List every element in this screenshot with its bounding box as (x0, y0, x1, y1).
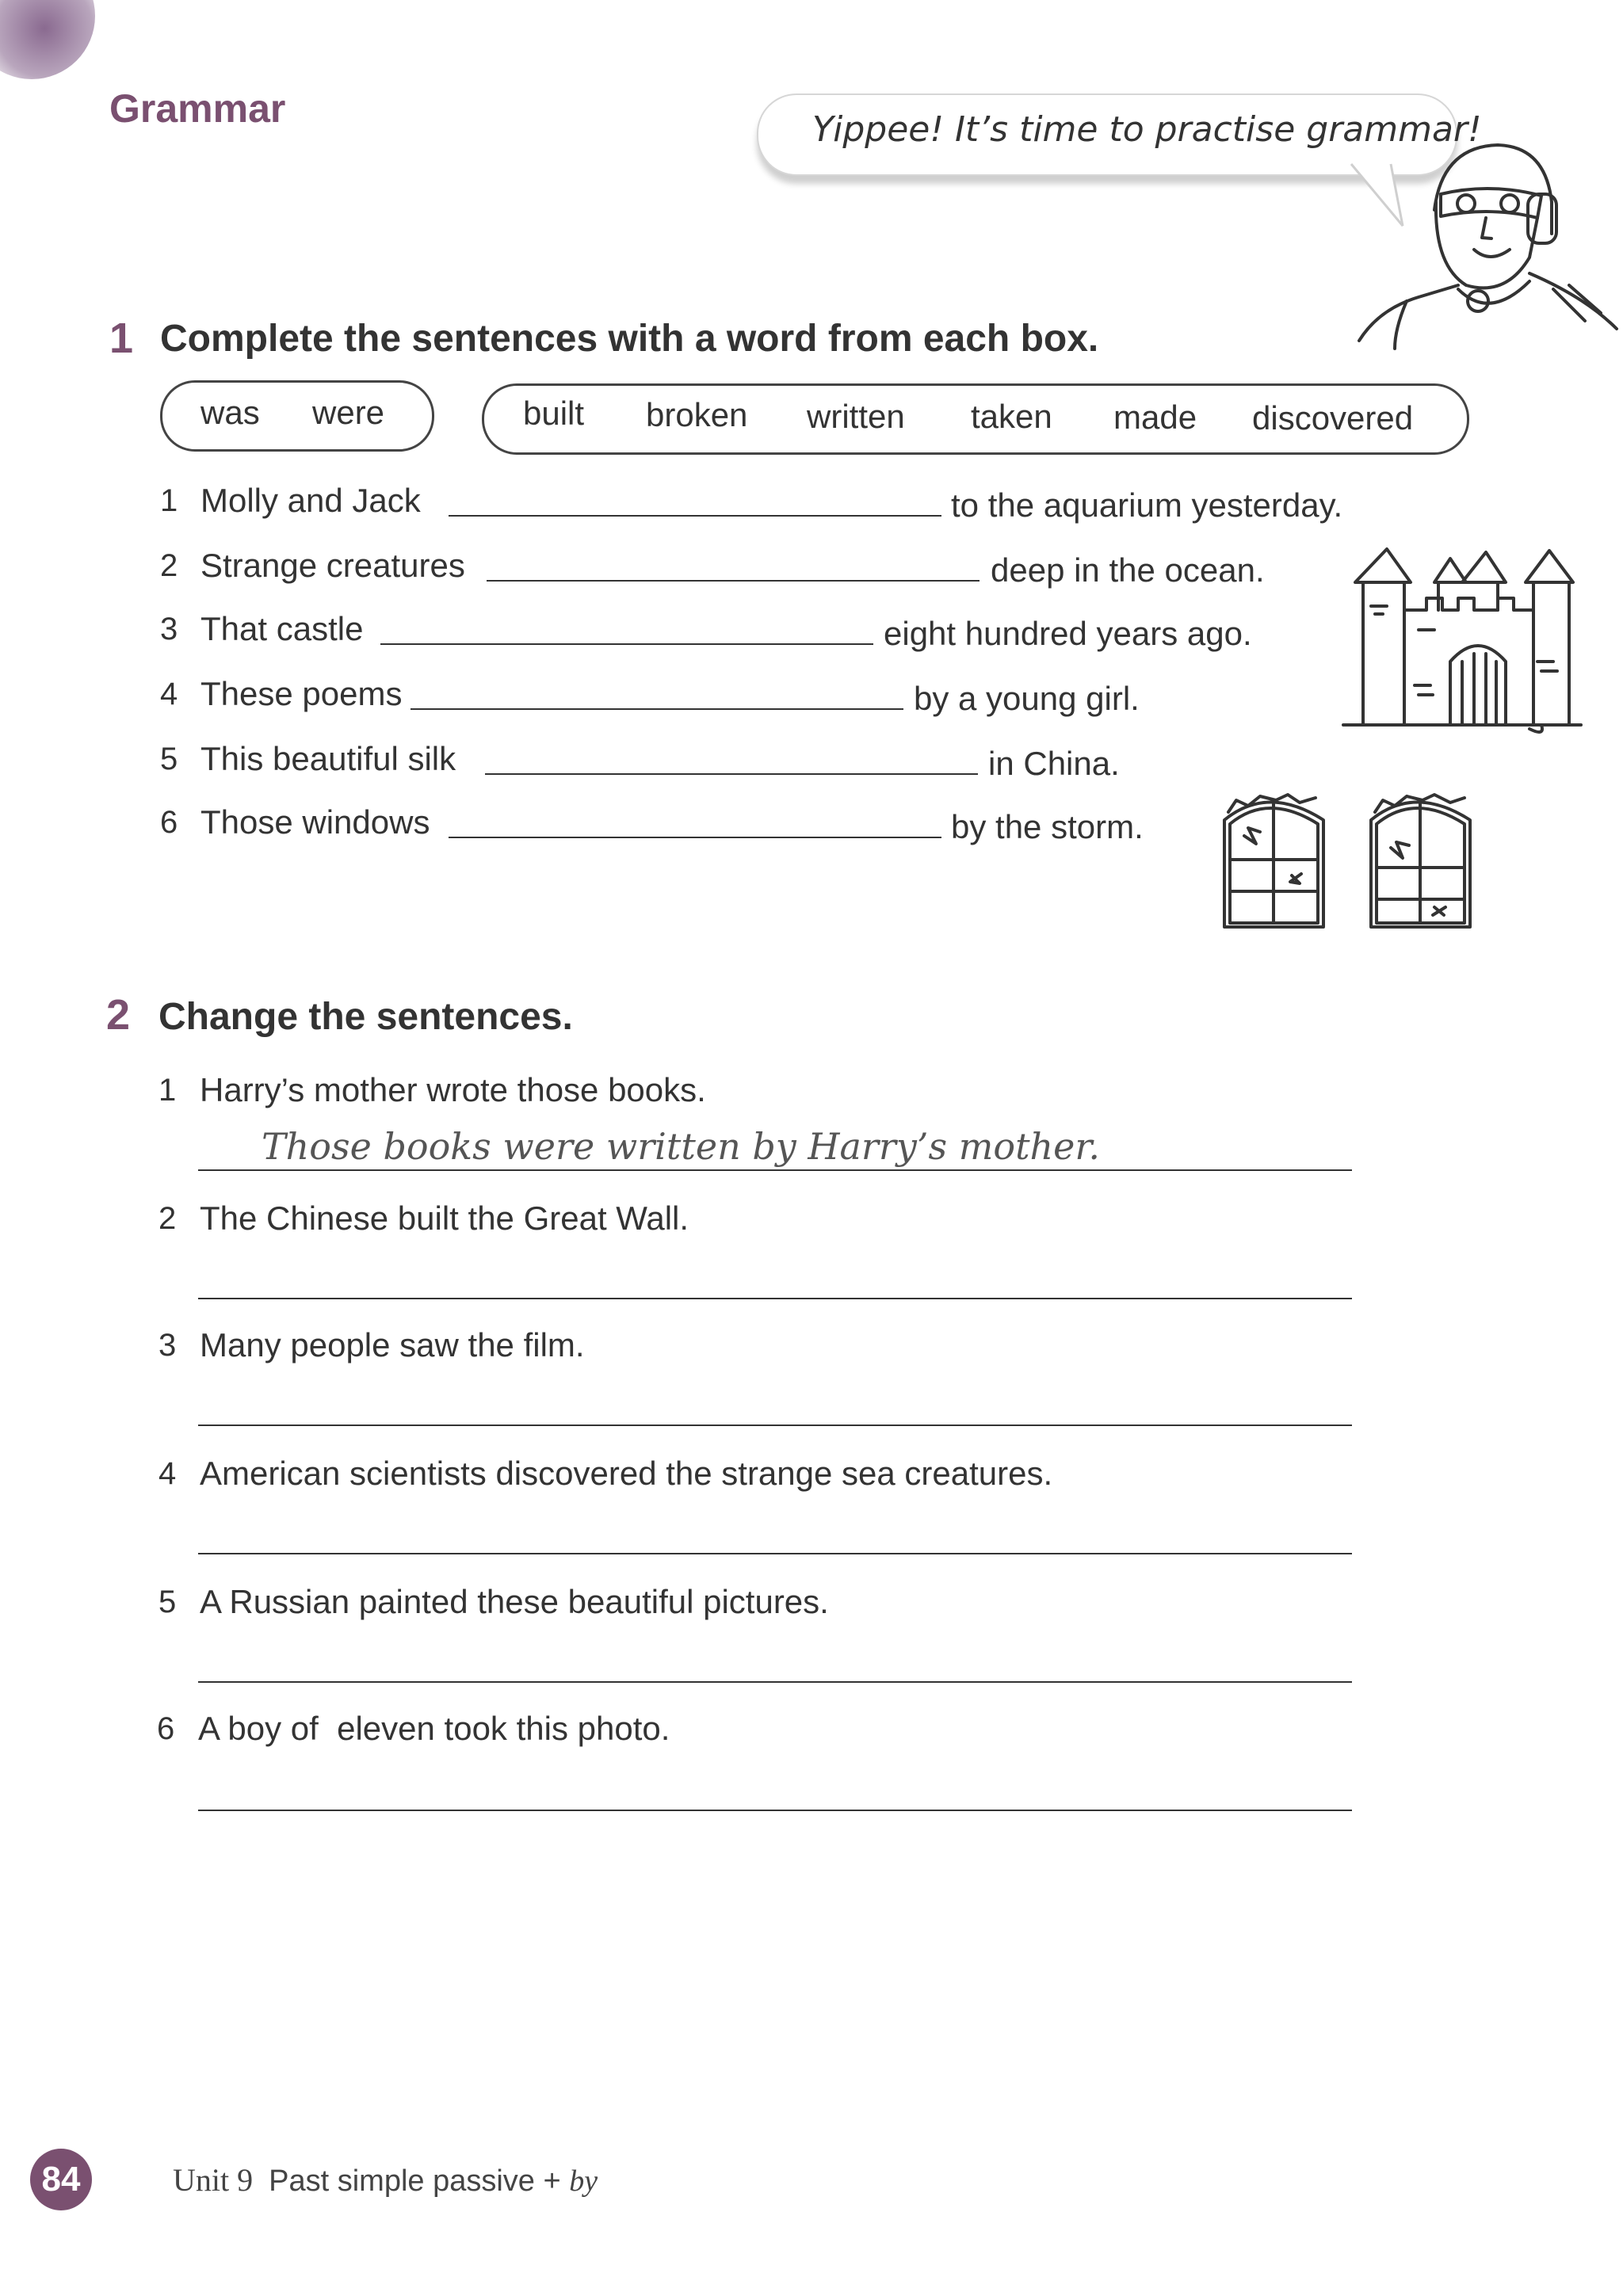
answer-line[interactable] (198, 1169, 1352, 1171)
section-title: Grammar (109, 86, 286, 131)
answer-blank[interactable] (411, 708, 903, 710)
word-box-item: built (523, 395, 585, 432)
footer-unit-label: Unit 9 (173, 2162, 254, 2198)
sentence: American scientists discovered the strange sea creatures. (200, 1455, 1053, 1492)
word-box-item: taken (971, 398, 1052, 435)
sentence: A boy of eleven took this photo. (198, 1710, 670, 1747)
exercise-title: Change the sentences. (158, 996, 573, 1038)
sentence-start: Molly and Jack (200, 482, 421, 519)
footer-unit (173, 2161, 598, 2199)
broken-windows-illustration (1212, 788, 1482, 931)
answer-line[interactable] (198, 1810, 1352, 1811)
sentence-start: These poems (200, 675, 403, 712)
answer-line[interactable] (198, 1425, 1352, 1426)
item-number: 6 (160, 805, 178, 840)
sentence-end: deep in the ocean. (991, 551, 1265, 589)
item-number: 5 (160, 742, 178, 776)
item-number: 3 (160, 612, 178, 646)
item-number: 1 (160, 483, 178, 518)
sentence-start: That castle (200, 610, 364, 647)
answer-line[interactable] (198, 1553, 1352, 1554)
superhero-illustration (1347, 139, 1623, 353)
handwritten-answer: Those books were written by Harry’s mother. (262, 1125, 1100, 1168)
item-number: 3 (158, 1328, 177, 1363)
item-number: 6 (157, 1711, 175, 1746)
answer-blank[interactable] (487, 580, 980, 582)
sentence-end: in China. (988, 745, 1120, 782)
sentence-end: by the storm. (951, 808, 1144, 845)
sentence-start: This beautiful silk (200, 740, 456, 777)
exercise-number: 1 (109, 315, 134, 362)
answer-blank[interactable] (449, 837, 941, 838)
word-box-item: discovered (1252, 399, 1414, 437)
word-box-item: were (312, 394, 385, 431)
word-box-item: broken (646, 396, 748, 433)
sentence: Many people saw the film. (200, 1326, 585, 1363)
item-number: 4 (158, 1456, 177, 1491)
sentence-end: by a young girl. (914, 680, 1140, 717)
answer-blank[interactable] (449, 515, 941, 517)
sentence-start: Strange creatures (200, 547, 465, 584)
castle-illustration (1339, 543, 1585, 749)
word-box-item: made (1113, 399, 1197, 436)
speech-bubble-text: Yippee! It’s time to practise grammar! (812, 109, 1482, 150)
word-box-item: was (200, 394, 260, 431)
item-number: 1 (158, 1073, 177, 1108)
item-number: 2 (158, 1201, 177, 1236)
answer-line[interactable] (198, 1298, 1352, 1299)
sentence: Harry’s mother wrote those books. (200, 1071, 706, 1108)
sentence-end: to the aquarium yesterday. (951, 486, 1343, 524)
sentence: The Chinese built the Great Wall. (200, 1199, 689, 1237)
exercise-number: 2 (106, 991, 131, 1039)
sentence-end: eight hundred years ago. (884, 615, 1252, 652)
item-number: 4 (160, 677, 178, 711)
corner-decoration (0, 0, 95, 79)
word-box-item: written (807, 398, 905, 435)
sentence-start: Those windows (200, 803, 430, 841)
sentence: A Russian painted these beautiful pictures. (200, 1583, 829, 1620)
page-number: 84 (30, 2149, 92, 2210)
answer-blank[interactable] (485, 773, 978, 775)
exercise-title: Complete the sentences with a word from each box. (160, 318, 1099, 360)
footer-topic: Past simple passive + (269, 2164, 570, 2198)
answer-blank[interactable] (380, 643, 873, 645)
answer-line[interactable] (198, 1681, 1352, 1683)
item-number: 2 (160, 548, 178, 583)
item-number: 5 (158, 1585, 177, 1619)
footer-topic-italic: by (569, 2164, 598, 2198)
